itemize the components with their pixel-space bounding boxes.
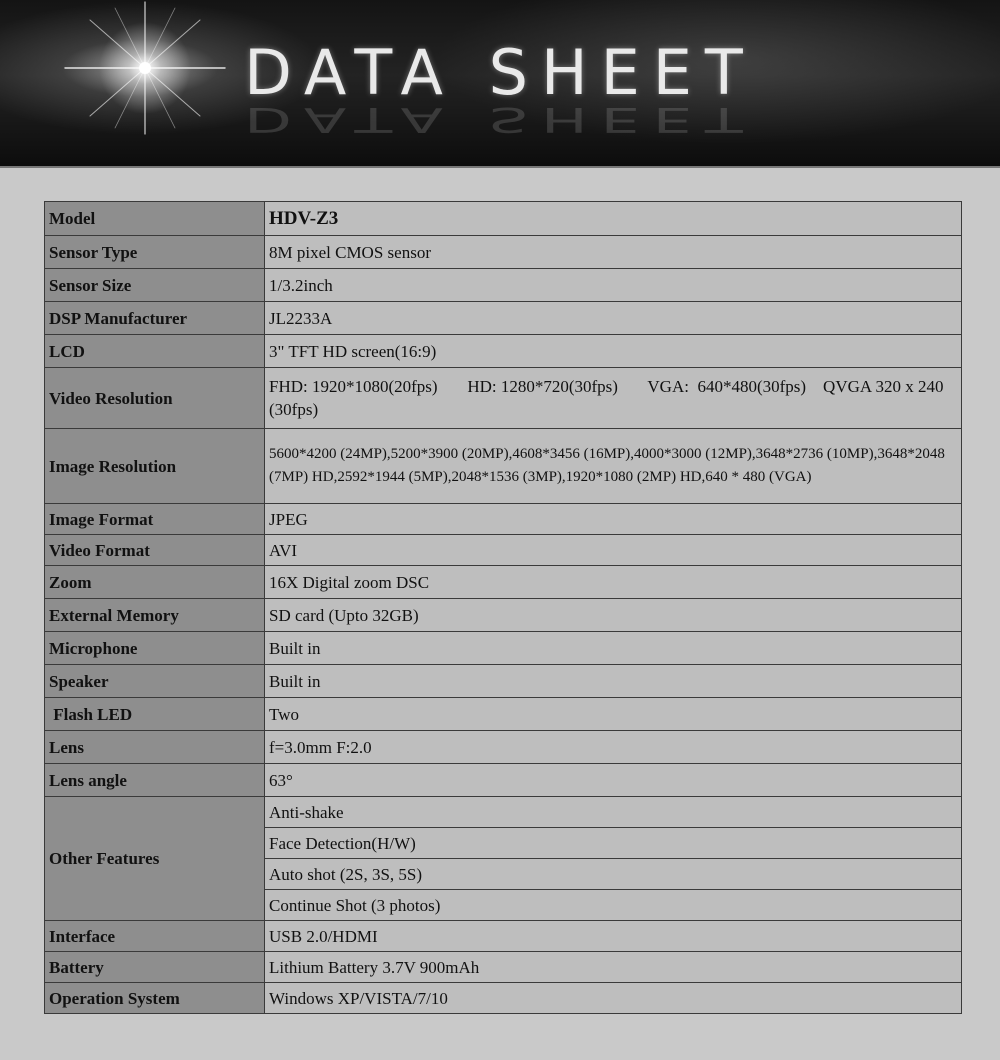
table-row	[45, 335, 962, 368]
page-title: DATA SHEET	[244, 36, 756, 109]
spec-label: Battery	[45, 952, 265, 983]
spec-value: Anti-shake	[265, 797, 962, 828]
spec-value: Continue Shot (3 photos)	[265, 890, 962, 921]
spec-value: 63°	[265, 764, 962, 797]
spec-label: DSP Manufacturer	[45, 302, 265, 335]
spec-label: Sensor Size	[45, 269, 265, 302]
table-row	[45, 698, 962, 731]
spec-value: Built in	[265, 632, 962, 665]
table-row	[45, 599, 962, 632]
table-row	[45, 429, 962, 504]
table-row	[45, 731, 962, 764]
table-row	[45, 504, 962, 535]
spec-value: 5600*4200 (24MP),5200*3900 (20MP),4608*3456 (16MP),4000*3000 (12MP),3648*2736 (10MP),3648*2048 (7MP) HD,2592*1944 (5MP),2048*1536 (3MP),1920*1080 (2MP) HD,640 * 480 (VGA)	[265, 429, 962, 504]
spec-label: Interface	[45, 921, 265, 952]
spec-value: Built in	[265, 665, 962, 698]
table-row	[45, 269, 962, 302]
spec-value: FHD: 1920*1080(20fps) HD: 1280*720(30fps) VGA: 640*480(30fps) QVGA 320 x 240 (30fps)	[265, 368, 962, 429]
spec-value: Face Detection(H/W)	[265, 828, 962, 859]
spec-label: Other Features	[45, 797, 265, 921]
table-row	[45, 202, 962, 236]
spec-value: 1/3.2inch	[265, 269, 962, 302]
spec-label: Microphone	[45, 632, 265, 665]
spec-label: Lens	[45, 731, 265, 764]
spec-label: LCD	[45, 335, 265, 368]
spec-label: Video Format	[45, 535, 265, 566]
spec-value: Two	[265, 698, 962, 731]
table-row	[45, 983, 962, 1014]
table-row	[45, 535, 962, 566]
spec-label: Video Resolution	[45, 368, 265, 429]
table-row	[45, 566, 962, 599]
spec-value: Lithium Battery 3.7V 900mAh	[265, 952, 962, 983]
table-row	[45, 665, 962, 698]
spec-label: Zoom	[45, 566, 265, 599]
spec-value: Auto shot (2S, 3S, 5S)	[265, 859, 962, 890]
spec-value: 3" TFT HD screen(16:9)	[265, 335, 962, 368]
table-row	[45, 236, 962, 269]
spec-label: External Memory	[45, 599, 265, 632]
spec-label: Image Format	[45, 504, 265, 535]
table-row	[45, 952, 962, 983]
spec-value: f=3.0mm F:2.0	[265, 731, 962, 764]
spec-value: 16X Digital zoom DSC	[265, 566, 962, 599]
header-banner	[0, 0, 1000, 168]
spec-label: Image Resolution	[45, 429, 265, 504]
table-row	[45, 921, 962, 952]
table-row	[45, 797, 962, 828]
spec-label: Lens angle	[45, 764, 265, 797]
table-row	[45, 368, 962, 429]
spec-label: Speaker	[45, 665, 265, 698]
spec-value: USB 2.0/HDMI	[265, 921, 962, 952]
spec-label: Flash LED	[45, 698, 265, 731]
table-row	[45, 632, 962, 665]
spec-label: Operation System	[45, 983, 265, 1014]
spec-value: SD card (Upto 32GB)	[265, 599, 962, 632]
spec-value: HDV-Z3	[265, 202, 962, 236]
spec-value: Windows XP/VISTA/7/10	[265, 983, 962, 1014]
spec-label: Sensor Type	[45, 236, 265, 269]
table-row	[45, 764, 962, 797]
spec-value: JL2233A	[265, 302, 962, 335]
spec-value: JPEG	[265, 504, 962, 535]
table-row	[45, 302, 962, 335]
spec-label: Model	[45, 202, 265, 236]
spec-value: AVI	[265, 535, 962, 566]
page-title-reflection: DATA SHEET	[244, 99, 756, 140]
spec-table	[44, 201, 962, 1014]
spec-value: 8M pixel CMOS sensor	[265, 236, 962, 269]
